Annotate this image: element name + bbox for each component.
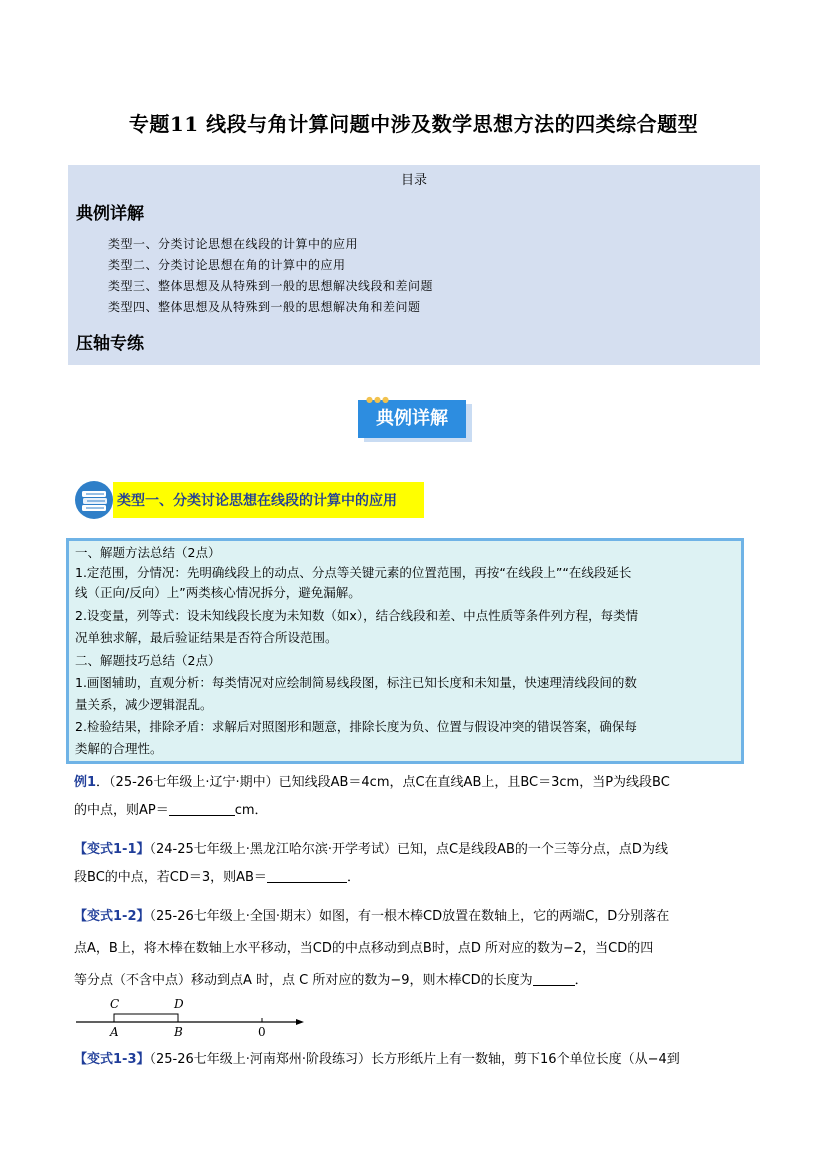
- toc-item-1[interactable]: 类型一、分类讨论思想在线段的计算中的应用: [108, 237, 359, 251]
- summary-line: 1.定范围，分情况：先明确线段上的动点、分点等关键元素的位置范围，再按“在线段上”“在线段延长: [75, 565, 632, 580]
- example-1-text: 的中点，则AP＝: [74, 803, 169, 818]
- variant-1-2: [74, 905, 669, 924]
- summary-line: 2.设变量，列等式：设未知线段长度为未知数（如x），结合线段和差、中点性质等条件列方程，每类情: [75, 608, 639, 623]
- summary-box: [66, 538, 744, 764]
- variant-text: ．: [346, 870, 360, 885]
- toc-section-examples: 典例详解: [76, 204, 144, 224]
- answer-blank[interactable]: [267, 868, 347, 883]
- label-A: A: [110, 1025, 119, 1039]
- variant-1-1: [74, 838, 668, 857]
- variant-text: （24-25七年级上·黑龙江哈尔滨·开学考试）已知，点C是线段AB的一个三等分点，点D为线: [149, 842, 668, 857]
- badge-dots: ●●●: [366, 395, 390, 404]
- toc-item-2[interactable]: 类型二、分类讨论思想在角的计算中的应用: [108, 258, 346, 272]
- books-icon: [74, 480, 116, 520]
- summary-line: 线（正向/反向）上”两类核心情况拆分，避免漏解。: [75, 585, 361, 600]
- table-of-contents: [68, 165, 760, 365]
- variant-tag: 【变式1-2】: [74, 909, 150, 924]
- summary-line: 2.检验结果，排除矛盾：求解后对照图形和题意，排除长度为负、位置与假设冲突的错误答案，确保每: [75, 719, 637, 734]
- variant-text: 等分点（不含中点）移动到点A 时，点 C 所对应的数为−9，则木棒CD的长度为: [74, 973, 533, 988]
- variant-text: （25-26七年级上·河南郑州·阶段练习）长方形纸片上有一数轴，剪下16个单位长度（从−4到: [149, 1052, 680, 1067]
- example-label: 例1: [74, 775, 97, 790]
- variant-1-3: [74, 1048, 680, 1067]
- variant-tag: 【变式1-3】: [74, 1052, 150, 1067]
- answer-blank[interactable]: [169, 801, 235, 816]
- label-C: C: [110, 997, 120, 1011]
- example-1-text: ．（25-26七年级上·辽宁·期中）已知线段AB＝4cm，点C在直线AB上，且BC＝3cm，当P为线段BC: [96, 775, 670, 790]
- summary-line: 量关系，减少逻辑混乱。: [75, 697, 213, 712]
- variant-text: （25-26七年级上·全国·期末）如图，有一根木棒CD放置在数轴上，它的两端C，D分别落在: [149, 909, 670, 924]
- example-1-unit: cm．: [234, 803, 268, 818]
- variant-text: ．: [574, 973, 588, 988]
- toc-item-4[interactable]: 类型四、整体思想及从特殊到一般的思想解决角和差问题: [108, 300, 421, 314]
- summary-line: 1.画图辅助，直观分析：每类情况对应绘制简易线段图，标注已知长度和未知量，快速理清线段间的数: [75, 675, 637, 690]
- badge-label: 典例详解: [358, 400, 466, 438]
- variant-text: 段BC的中点，若CD＝3，则AB＝: [74, 870, 267, 885]
- label-B: B: [174, 1025, 183, 1039]
- variant-1-1-line2: [74, 866, 360, 885]
- number-line-figure: [72, 992, 312, 1040]
- example-1-line2: [74, 799, 268, 818]
- label-zero: 0: [258, 1025, 266, 1039]
- page-title: 专题11 线段与角计算问题中涉及数学思想方法的四类综合题型: [128, 112, 699, 136]
- variant-1-2-line2: 点A，B上，将木棒在数轴上水平移动，当CD的中点移动到点B时，点D 所对应的数为−2，当CD的四: [74, 941, 654, 956]
- toc-heading: 目录: [400, 173, 427, 188]
- toc-section-exercises: 压轴专练: [76, 334, 144, 354]
- answer-blank[interactable]: [533, 971, 575, 986]
- label-D: D: [174, 997, 184, 1011]
- summary-line: 况单独求解，最后验证结果是否符合所设范围。: [75, 630, 338, 645]
- summary-line: 一、解题方法总结（2点）: [75, 545, 221, 560]
- example-1: [74, 771, 670, 790]
- variant-tag: 【变式1-1】: [74, 842, 150, 857]
- toc-item-3[interactable]: 类型三、整体思想及从特殊到一般的思想解决线段和差问题: [108, 279, 434, 293]
- section-badge: [358, 395, 474, 444]
- summary-line: 二、解题技巧总结（2点）: [75, 653, 221, 668]
- variant-1-2-line3: [74, 969, 588, 988]
- type-title: 类型一、分类讨论思想在线段的计算中的应用: [117, 493, 397, 509]
- summary-line: 类解的合理性。: [75, 741, 163, 756]
